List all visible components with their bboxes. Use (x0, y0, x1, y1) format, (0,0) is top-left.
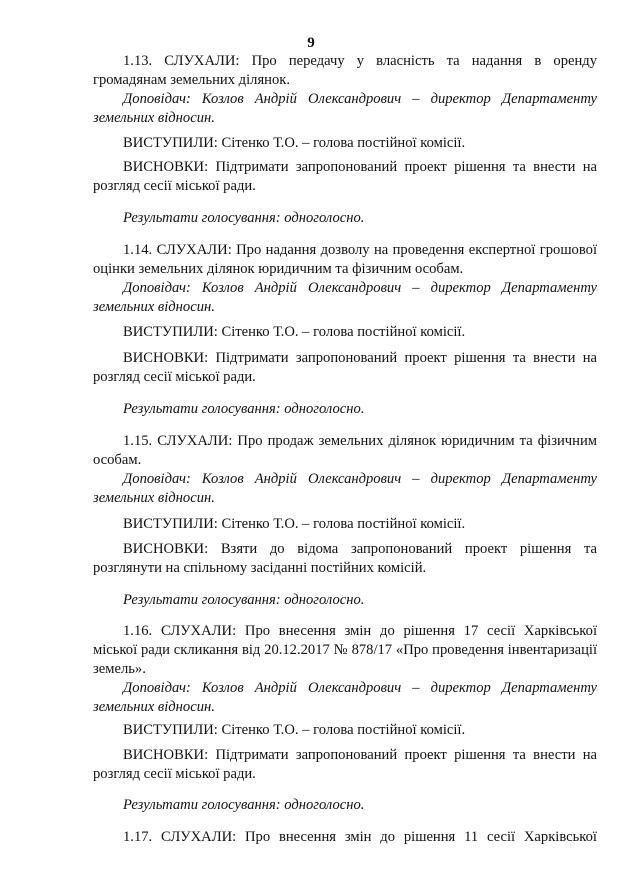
heard-text: 1.13. СЛУХАЛИ: Про передачу у власність та надання в оренду громадянам земельних ділянок. (93, 53, 597, 88)
heard-text: 1.14. СЛУХАЛИ: Про надання дозволу на проведення експертної грошової оцінки земельних ділянок юридичним та фізичним особам. (93, 242, 597, 277)
heard-text: 1.15. СЛУХАЛИ: Про продаж земельних ділянок юридичним та фізичним особам. (93, 433, 597, 468)
conclusion-text: ВИСНОВКИ: Взяти до відома запропонований проект рішення та розглянути на спільному засіданні постійних комісій. (93, 541, 597, 576)
vote-result: Результати голосування: одноголосно. (123, 797, 365, 813)
vote-result: Результати голосування: одноголосно. (123, 592, 365, 608)
heard-text: 1.16. СЛУХАЛИ: Про внесення змін до рішення 17 сесії Харківської міської ради скликання від 20.12.2017 № 878/17 «Про проведення інвентаризації земель». (93, 623, 597, 677)
spoke-text: ВИСТУПИЛИ: Сітенко Т.О. – голова постійної комісії. (123, 722, 466, 738)
vote-result: Результати голосування: одноголосно. (123, 401, 365, 417)
item-1-15 (93, 432, 597, 508)
spoke-text: ВИСТУПИЛИ: Сітенко Т.О. – голова постійної комісії. (123, 135, 466, 151)
vote-result: Результати голосування: одноголосно. (123, 210, 365, 226)
item-1-16 (93, 622, 597, 717)
heard-text: 1.17. СЛУХАЛИ: Про внесення змін до рішення 11 сесії Харківської (123, 829, 597, 845)
speaker-text: Доповідач: Козлов Андрій Олександрович – директор Департаменту земельних відносин. (93, 91, 597, 126)
speaker-text: Доповідач: Козлов Андрій Олександрович – директор Департаменту земельних відносин. (93, 680, 597, 715)
item-1-14 (93, 241, 597, 317)
speaker-text: Доповідач: Козлов Андрій Олександрович – директор Департаменту земельних відносин. (93, 280, 597, 315)
spoke-text: ВИСТУПИЛИ: Сітенко Т.О. – голова постійної комісії. (123, 516, 466, 532)
conclusion-text: ВИСНОВКИ: Підтримати запропонований проект рішення та внести на розгляд сесії міської ради. (93, 350, 597, 385)
speaker-text: Доповідач: Козлов Андрій Олександрович – директор Департаменту земельних відносин. (93, 471, 597, 506)
conclusion-text: ВИСНОВКИ: Підтримати запропонований проект рішення та внести на розгляд сесії міської ради. (93, 159, 597, 194)
spoke-text: ВИСТУПИЛИ: Сітенко Т.О. – голова постійної комісії. (123, 324, 466, 340)
item-1-13 (93, 52, 597, 128)
conclusion-text: ВИСНОВКИ: Підтримати запропонований проект рішення та внести на розгляд сесії міської ради. (93, 747, 597, 782)
page-number: 9 (307, 35, 315, 51)
